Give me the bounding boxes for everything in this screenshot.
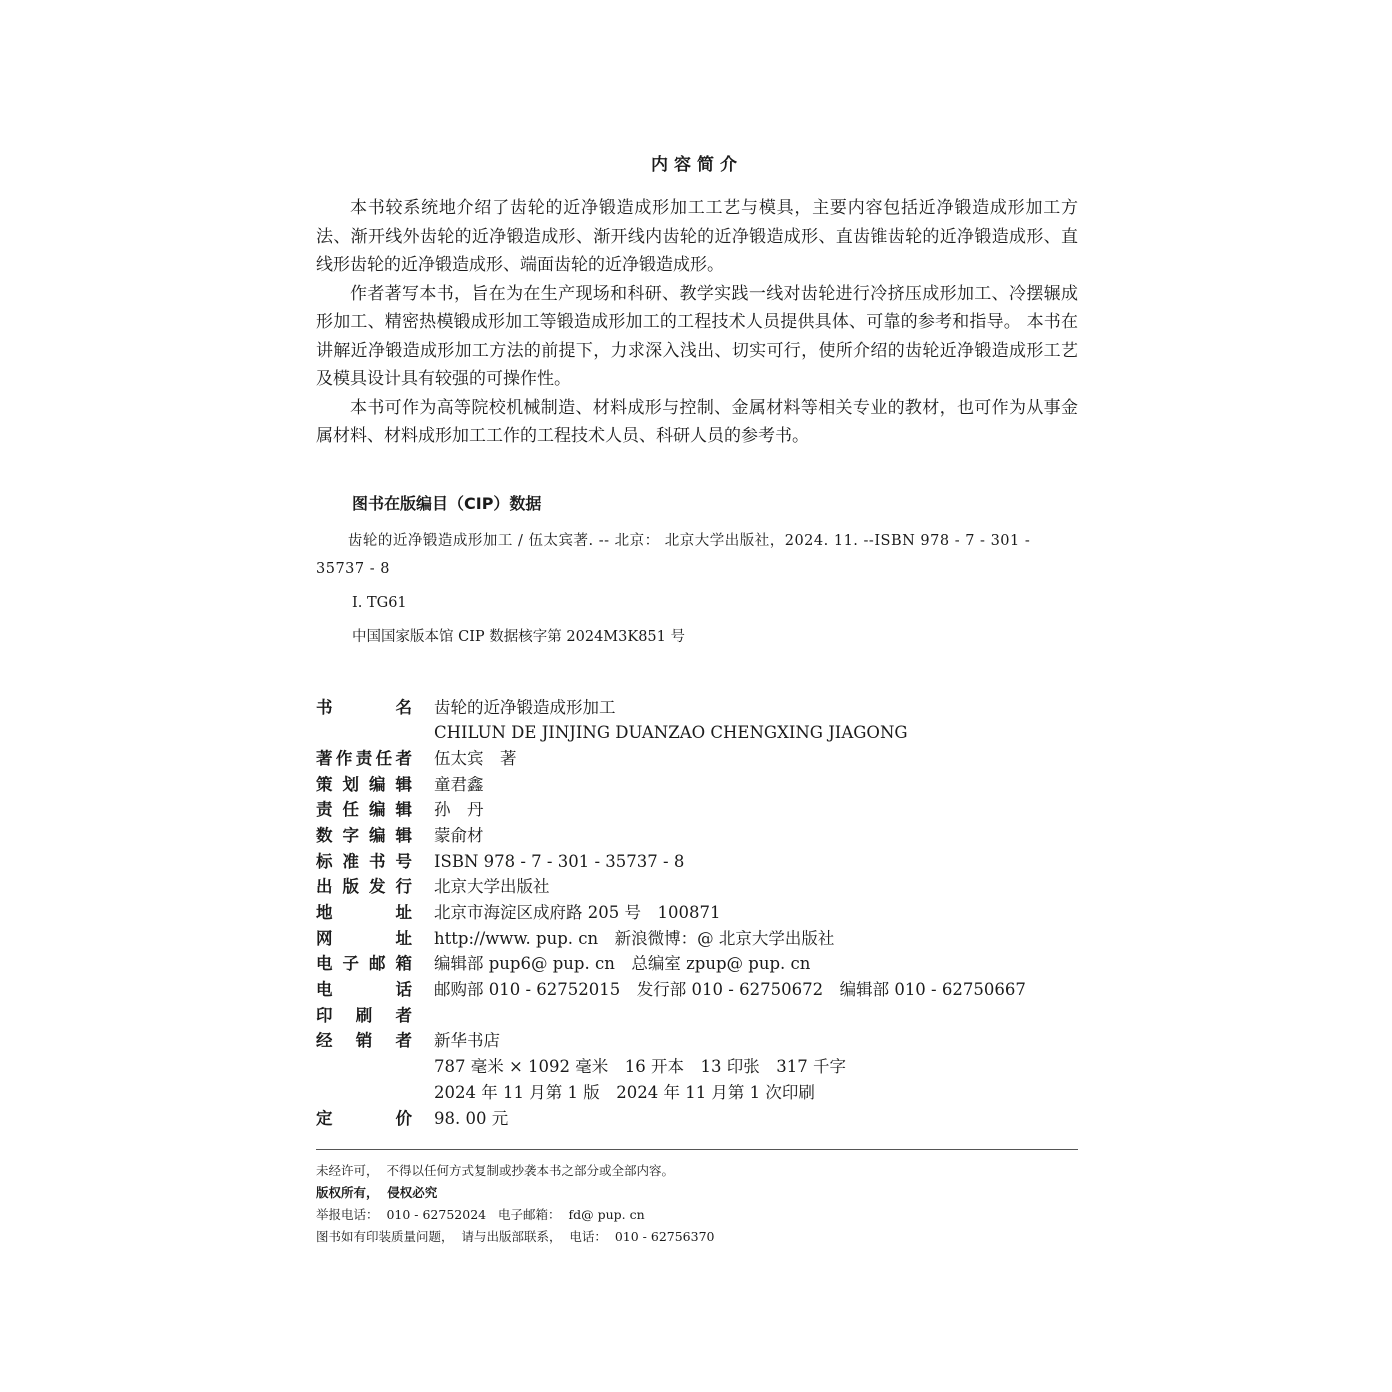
info-row (316, 926, 1078, 952)
info-value: 伍太宾 著 (434, 748, 517, 768)
info-label (316, 1080, 412, 1106)
info-label: 书名 (316, 697, 412, 717)
info-value: 北京市海淀区成府路 205 号 100871 (434, 903, 721, 922)
info-label: 数字编辑 (316, 825, 412, 845)
info-row (316, 746, 1078, 772)
info-value: ISBN 978 - 7 - 301 - 35737 - 8 (434, 851, 685, 871)
info-row (316, 695, 1078, 721)
publication-info (316, 695, 1078, 1132)
info-value: 齿轮的近净锻造成形加工 (434, 697, 616, 717)
info-value: 北京大学出版社 (434, 877, 550, 897)
cip-heading: 图书在版编目（CIP）数据 (352, 493, 542, 513)
info-row (316, 1003, 1078, 1029)
info-label: 地址 (316, 903, 412, 922)
copyright-notice: 未经许可， 不得以任何方式复制或抄袭本书之部分或全部内容。 (316, 1163, 674, 1179)
info-label: 责任编辑 (316, 800, 412, 820)
info-row (316, 720, 1078, 746)
info-row (316, 797, 1078, 823)
info-value: 孙 丹 (434, 800, 484, 820)
report-contact: 举报电话： 010 - 62752024 电子邮箱： fd@ pup. cn (316, 1207, 645, 1223)
info-value: 新华书店 (434, 1031, 500, 1051)
info-value: CHILUN DE JINJING DUANZAO CHENGXING JIAGONG (434, 723, 908, 743)
info-value: 邮购部 010 - 62752015 发行部 010 - 62750672 编辑部 010 - 62750667 (434, 980, 1026, 1000)
divider (316, 1149, 1078, 1150)
info-label: 著作责任者 (316, 748, 412, 768)
info-value: 2024 年 11 月第 1 版 2024 年 11 月第 1 次印刷 (434, 1082, 815, 1102)
intro-title: 内容简介 (651, 155, 743, 175)
copyright-page (316, 140, 1078, 1248)
info-row (316, 823, 1078, 849)
info-row (316, 1080, 1078, 1106)
info-row (316, 1106, 1078, 1132)
info-value: 787 毫米 × 1092 毫米 16 开本 13 印张 317 千字 (434, 1057, 847, 1077)
info-label: 印刷者 (316, 1005, 412, 1025)
cip-entry: 齿轮的近净锻造成形加工 / 伍太宾著. -- 北京： 北京大学出版社，2024. 11. --ISBN 978 - 7 - 301 - 35737 - 8 (316, 532, 1031, 577)
info-label (316, 720, 412, 746)
intro-paragraph: 本书可作为高等院校机械制造、材料成形与控制、金属材料等相关专业的教材，也可作为从事金属材料、材料成形加工工作的工程技术人员、科研人员的参考书。 (316, 397, 1078, 446)
info-value: http://www. pup. cn 新浪微博：@ 北京大学出版社 (434, 928, 835, 948)
info-label: 经销者 (316, 1031, 412, 1051)
info-value: 98. 00 元 (434, 1108, 509, 1128)
info-row (316, 977, 1078, 1003)
info-label: 标准书号 (316, 851, 412, 871)
cip-classification: Ⅰ. TG61 (352, 594, 407, 611)
info-row (316, 1028, 1078, 1054)
info-row (316, 849, 1078, 875)
info-label (316, 1054, 412, 1080)
info-row (316, 1054, 1078, 1080)
info-row (316, 772, 1078, 798)
info-label: 网址 (316, 928, 412, 948)
info-label: 电子邮箱 (316, 954, 412, 974)
intro-paragraph: 本书较系统地介绍了齿轮的近净锻造成形加工工艺与模具，主要内容包括近净锻造成形加工方法、渐开线外齿轮的近净锻造成形、渐开线内齿轮的近净锻造成形、直齿锥齿轮的近净锻造成形、直线形齿轮的近净锻造成形、端面齿轮的近净锻造成形。 (316, 198, 1078, 275)
info-label: 定价 (316, 1108, 412, 1128)
info-row (316, 874, 1078, 900)
info-value: 编辑部 pup6@ pup. cn 总编室 zpup@ pup. cn (434, 954, 811, 974)
rights-reserved: 版权所有， 侵权必究 (316, 1185, 438, 1201)
info-value: 童君鑫 (434, 774, 484, 794)
cip-check-number: 中国国家版本馆 CIP 数据核字第 2024M3K851 号 (352, 628, 685, 645)
info-label: 策划编辑 (316, 774, 412, 794)
intro-paragraph: 作者著写本书，旨在为在生产现场和科研、教学实践一线对齿轮进行冷挤压成形加工、冷摆辗成形加工、精密热模锻成形加工等锻造成形加工的工程技术人员提供具体、可靠的参考和指导。 本书在讲解近净锻造成形加工方法的前提下，力求深入浅出、切实可行，使所介绍的齿轮近净锻造成形工艺及模具设计具有较强的可操作性。 (316, 283, 1078, 389)
info-row (316, 951, 1078, 977)
quality-contact: 图书如有印装质量问题， 请与出版部联系， 电话： 010 - 62756370 (316, 1229, 715, 1245)
info-label: 出版发行 (316, 877, 412, 897)
info-label: 电话 (316, 980, 412, 1000)
info-row (316, 900, 1078, 926)
info-value (434, 1003, 1078, 1029)
info-value: 蒙俞材 (434, 825, 484, 845)
